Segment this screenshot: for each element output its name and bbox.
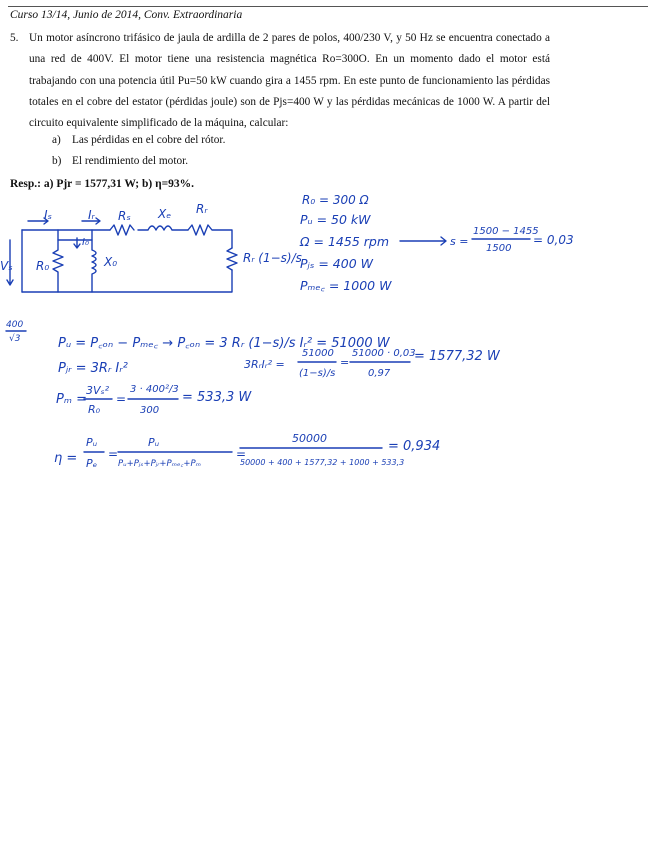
eq3-result: = 1577,32 W	[414, 349, 500, 364]
voltage-denominator: √3	[9, 334, 21, 344]
answer-line: Resp.: a) Pjr = 1577,31 W; b) η=93%.	[10, 178, 195, 190]
eq3-lhs: 3RᵣIᵣ² =	[244, 358, 285, 371]
eq5-num1: Pᵤ	[86, 436, 98, 449]
given-rpm: Ω = 1455 rpm	[300, 234, 390, 249]
eq5-equals-2: =	[236, 447, 247, 461]
course-header: Curso 13/14, Junio de 2014, Conv. Extraordinaria	[10, 9, 243, 21]
ir-label: Iᵣ	[88, 208, 95, 222]
eq5-result: = 0,934	[388, 439, 441, 454]
given-pjs: Pⱼₛ = 400 W	[300, 256, 373, 271]
eq4-den2: 300	[140, 405, 160, 416]
voltage-numerator: 400	[6, 320, 24, 330]
ro-label: R₀	[36, 259, 50, 273]
given-values	[299, 193, 446, 293]
xo-label: X₀	[104, 255, 118, 269]
eq4-num2: 3 · 400²/3	[130, 384, 179, 395]
eq3-num1: 51000	[302, 348, 334, 359]
rs-label: Rₛ	[118, 209, 131, 223]
load-label: Rᵣ (1−s)/s	[243, 251, 302, 265]
rotor-loss-calculation	[244, 348, 501, 379]
eq5-equals: =	[108, 447, 119, 461]
eq4-num1: 3Vₛ²	[86, 384, 110, 397]
eq4-result: = 533,3 W	[182, 390, 252, 405]
question-label: b)	[52, 155, 62, 167]
power-balance-equation: Pᵤ = P꜀ₒₙ − Pₘₑ꜀ → P꜀ₒₙ = 3 Rᵣ (1−s)/s Iᵣ² = 51000 W	[58, 336, 390, 351]
xe-label: Xₑ	[158, 207, 172, 221]
eq4-equals: =	[116, 392, 127, 406]
eq3-equals: =	[340, 356, 350, 369]
equivalent-circuit	[0, 202, 302, 292]
slip-calculation	[450, 226, 574, 254]
eq5-lhs: η =	[54, 451, 78, 466]
voltage-fraction	[6, 320, 26, 344]
given-ro: R₀ = 300 Ω	[302, 193, 369, 207]
eq3-den1: (1−s)/s	[299, 368, 336, 379]
eq5-num3: 50000	[292, 432, 327, 445]
eq3-den2: 0,97	[368, 368, 391, 379]
eq5-den1: Pₑ	[86, 457, 98, 470]
iron-loss-calculation	[56, 384, 252, 416]
question-text: Las pérdidas en el cobre del rótor.	[72, 134, 226, 146]
problem-number: 5.	[10, 32, 19, 44]
slip-numerator: 1500 − 1455	[473, 226, 539, 237]
eq4-den1: R₀	[88, 403, 101, 416]
is-label: Iₛ	[44, 208, 53, 222]
eq5-den2: Pᵤ+Pⱼₛ+Pⱼᵣ+Pₘₑ꜀+Pₘ	[118, 459, 201, 469]
eq4-lhs: Pₘ =	[56, 392, 87, 407]
eq3-num2: 51000 · 0,03	[352, 348, 416, 359]
rr-label: Rᵣ	[196, 202, 208, 216]
io-label: I₀	[82, 237, 89, 248]
eq5-num2: Pᵤ	[148, 436, 160, 449]
given-pmec: Pₘₑ꜀ = 1000 W	[300, 278, 392, 293]
question-text: El rendimiento del motor.	[72, 155, 189, 167]
problem-text: Un motor asíncrono trifásico de jaula de ardilla de 2 pares de polos, 400/230 V, y 50 Hz se encuentra conectado a una red de 400V. El motor tiene una resistencia magnética Ro=300O. En un momento dado el motor está trabajando con una potencia útil Pu=50 kW cuando gira a 1455 rpm. En este punto de funcionamiento las pérdidas totales en el cobre del estator (pérdidas joule) son de Pjs=400 W y las pérdidas mecánicas de 1000 W. A partir del circuito equivalente simplificado de la máquina, calcular:	[29, 32, 550, 130]
vs-label: Vₛ	[0, 259, 13, 273]
rotor-loss-equation: Pⱼᵣ = 3Rᵣ Iᵣ²	[58, 361, 128, 376]
slip-denominator: 1500	[486, 243, 512, 254]
eq5-den3: 50000 + 400 + 1577,32 + 1000 + 533,3	[240, 458, 405, 467]
slip-result: = 0,03	[533, 233, 574, 247]
given-pu: Pᵤ = 50 kW	[300, 212, 371, 227]
efficiency-calculation	[54, 432, 440, 470]
slip-lhs: s =	[450, 235, 469, 248]
question-label: a)	[52, 134, 61, 146]
